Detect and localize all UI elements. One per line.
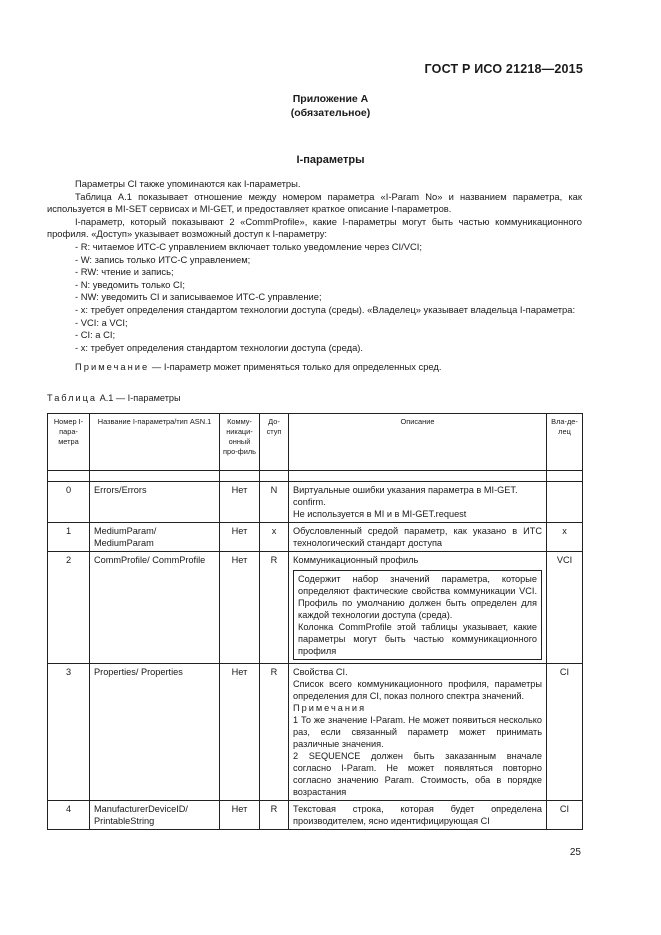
cell-owner: [547, 482, 583, 523]
header-access: До-ступ: [260, 414, 289, 471]
cell-num: 4: [48, 801, 90, 830]
cell-comm: Нет: [220, 801, 260, 830]
cell-owner: x: [547, 523, 583, 552]
table-row: [48, 801, 583, 830]
desc-line: 2 SEQUENCE должен быть заказанным вначале согласно I-Param. Не может появляться повторно согласно значению Param. Стоимость, оба в порядке возрастания: [293, 751, 542, 797]
cell-desc: [289, 552, 547, 664]
list-item: - RW: чтение и запись;: [75, 266, 174, 278]
cell-desc: Текстовая строка, которая будет определена производителем, ясно идентифицирующая CI: [289, 801, 547, 830]
paragraph: Таблица А.1 показывает отношение между номером параметра «I-Param No» и названием параметра, как используется в MI-SET сервисах и MI-GET, и предоставляет краткое описание I-параметров.: [47, 190, 582, 215]
section-title: I-параметры: [296, 154, 365, 166]
cell-num: 3: [48, 664, 90, 801]
header-num: Номер I-пара-метра: [48, 414, 90, 471]
paragraph: I-параметр, который показывают 2 «CommProfile», какие I-параметры могут быть частью коммуникационного профиля. «Доступ» указывает возможный доступ к I-параметру:: [47, 215, 582, 240]
appendix-subtitle: (обязательное): [290, 107, 371, 119]
cell-access: R: [260, 552, 289, 664]
cell-name: Properties/ Properties: [90, 664, 220, 801]
cell-desc: [289, 482, 547, 523]
desc-line: Не используется в MI и в MI-GET.request: [293, 509, 467, 519]
cell-access: R: [260, 801, 289, 830]
header-name: Название I-параметра/тип ASN.1: [90, 414, 220, 471]
note-text: — I-параметр может применяться только для определенных сред.: [149, 361, 442, 373]
cell-num: 0: [48, 482, 90, 523]
header-gap: [48, 471, 583, 482]
desc-line: Список всего коммуникационного профиля, параметры определения для CI, показ полного спектра значений.: [293, 679, 542, 701]
note-label: Примечание: [75, 361, 150, 373]
cell-num: 2: [48, 552, 90, 664]
cell-name: ManufacturerDeviceID/ PrintableString: [90, 801, 220, 830]
list-item: - R: читаемое ИТС-С управлением включает только уведомление через CI/VCI;: [75, 240, 422, 252]
table-caption-text: А.1 — I-параметры: [97, 393, 181, 403]
cell-owner: VCI: [547, 552, 583, 664]
table-row: [48, 664, 583, 801]
table-row: [48, 482, 583, 523]
cell-owner: CI: [547, 664, 583, 801]
desc-line: Виртуальные ошибки указания параметра в MI-GET. confirm.: [293, 485, 518, 507]
cell-name: Errors/Errors: [90, 482, 220, 523]
cell-num: 1: [48, 523, 90, 552]
list-item: - x: требует определения стандартом технологии доступа (среда).: [75, 341, 364, 353]
cell-owner: CI: [547, 801, 583, 830]
cell-desc: Обусловленный средой параметр, как указано в ИТС технологический стандарт доступа: [289, 523, 547, 552]
list-item: - x: требует определения стандартом технологии доступа (среды). «Владелец» указывает владельца I-параметра:: [75, 303, 576, 315]
list-item: - W: запись только ИТС-С управлением;: [75, 253, 251, 265]
cell-comm: Нет: [220, 664, 260, 801]
table-row: [48, 552, 583, 664]
cell-access: N: [260, 482, 289, 523]
cell-access: R: [260, 664, 289, 801]
cell-comm: Нет: [220, 523, 260, 552]
appendix-heading: [0, 92, 661, 120]
desc-line: Колонка CommProfile этой таблицы указывает, какие параметры могут быть частью коммуникационного профиля: [298, 622, 537, 656]
table-caption-label: Таблица: [47, 393, 98, 403]
cell-desc: [289, 664, 547, 801]
cell-access: x: [260, 523, 289, 552]
header-comm-profile: Комму-никаци-онный про-филь: [220, 414, 260, 471]
list-item: - CI: a CI;: [75, 329, 116, 341]
list-item: - VCI: a VCI;: [75, 316, 128, 328]
cell-comm: Нет: [220, 482, 260, 523]
header-owner: Вла-де-лец: [547, 414, 583, 471]
cell-name: CommProfile/ CommProfile: [90, 552, 220, 664]
list-item: - NW: уведомить CI и записываемое ИТС-С управление;: [75, 291, 322, 303]
document-id: ГОСТ Р ИСО 21218—2015: [424, 62, 583, 76]
parameters-table: [47, 413, 583, 830]
appendix-title: Приложение А: [292, 93, 369, 105]
desc-line: 1 То же значение I-Param. Не может появиться несколько раз, если связанный параметр может принимать различные значения.: [293, 715, 542, 749]
cell-name: MediumParam/ MediumParam: [90, 523, 220, 552]
list-item: - N: уведомить только CI;: [75, 278, 185, 290]
table-row: [48, 523, 583, 552]
paragraph: Параметры CI также упоминаются как I-параметры.: [75, 178, 301, 189]
table-header-row: [48, 414, 583, 471]
body-text: [47, 178, 582, 374]
desc-line: Примечания: [293, 703, 367, 713]
desc-line: Содержит набор значений параметра, которые определяют фактические свойства коммуникации VCI. Профиль по умолчанию должен быть определен для каждой технологии доступа (среда).: [298, 574, 537, 620]
desc-subcell: [293, 570, 542, 660]
note: [47, 361, 582, 374]
desc-line: Свойства CI.: [293, 667, 348, 677]
desc-line: Коммуникационный профиль: [293, 555, 419, 565]
cell-comm: Нет: [220, 552, 260, 664]
table-caption: [47, 393, 181, 403]
page-number: 25: [569, 847, 581, 858]
header-description: Описание: [289, 414, 547, 471]
